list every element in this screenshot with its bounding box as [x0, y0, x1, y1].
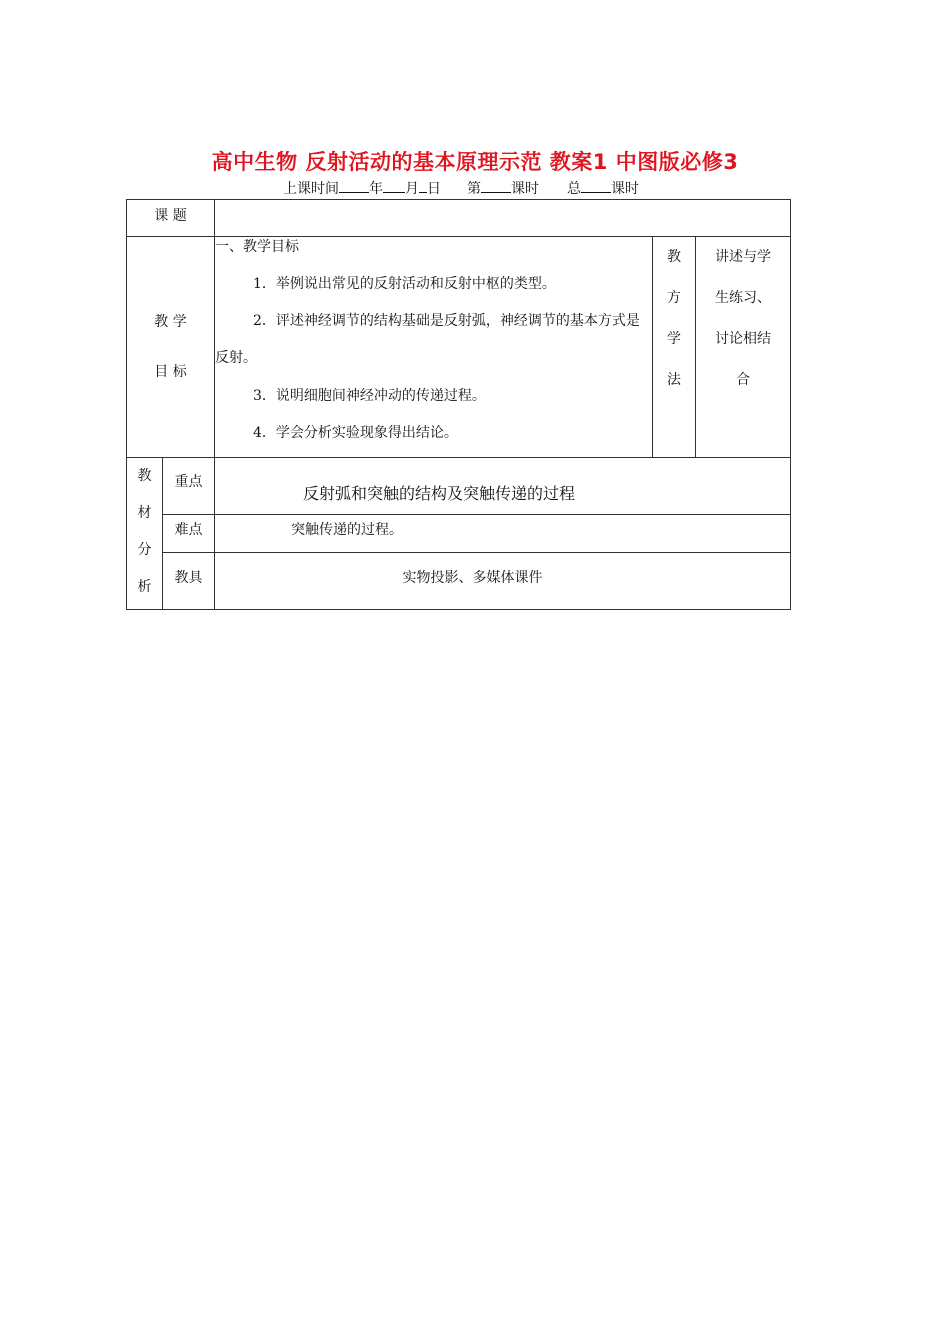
difficulty-row [127, 515, 791, 553]
goals-label-line-2: 目 标 [154, 364, 187, 380]
method-label-char: 法 [667, 372, 682, 388]
year-label: 年 [369, 181, 383, 197]
lesson-unit-label: 课时 [511, 181, 539, 197]
goals-heading: 一、教学目标 [215, 239, 300, 255]
tools-value: 实物投影、多媒体课件 [215, 553, 791, 610]
topic-row [127, 200, 791, 237]
key-point-value: 反射弧和突触的结构及突触传递的过程 [215, 458, 791, 515]
method-label-char: 教 [667, 249, 682, 265]
method-value-line: 合 [736, 372, 751, 388]
analysis-label-char: 教 [137, 468, 152, 484]
difficulty-label: 难点 [163, 515, 215, 553]
method-value-line: 讲述与学 [715, 249, 772, 265]
topic-label: 课 题 [127, 200, 215, 237]
day-blank [419, 178, 427, 193]
goals-label [127, 237, 215, 458]
method-value-line: 讨论相结 [715, 331, 772, 347]
class-time-label: 上课时间 [283, 181, 339, 197]
analysis-label-char: 分 [137, 542, 152, 558]
topic-value [215, 200, 791, 237]
total-blank [581, 178, 611, 193]
goal-item-4: 4．学会分析实验现象得出结论。 [253, 425, 458, 441]
key-point-row [127, 458, 791, 515]
tools-label: 教具 [163, 553, 215, 610]
lesson-number-blank [481, 178, 511, 193]
goals-label-line-1: 教 学 [154, 314, 187, 330]
analysis-label-char: 材 [137, 505, 152, 521]
year-blank [339, 178, 369, 193]
total-unit-label: 课时 [611, 181, 639, 197]
class-time-line [283, 178, 639, 198]
goal-item-1: 1．举例说出常见的反射活动和反射中枢的类型。 [253, 276, 556, 292]
method-label-char: 学 [667, 331, 682, 347]
goal-item-2: 2．评述神经调节的结构基础是反射弧，神经调节的基本方式是反射。 [215, 313, 640, 366]
method-label-char: 方 [667, 290, 682, 306]
key-point-label: 重点 [163, 458, 215, 515]
method-value [696, 237, 791, 458]
page-title: 高中生物 反射活动的基本原理示范 教案1 中图版必修3 [211, 150, 739, 174]
goal-item-3: 3．说明细胞间神经冲动的传递过程。 [253, 388, 486, 404]
month-blank [383, 178, 405, 193]
total-label: 总 [567, 181, 581, 197]
goals-row [127, 237, 791, 458]
analysis-label-char: 析 [137, 579, 152, 595]
day-label: 日 [427, 181, 441, 197]
goals-content [215, 237, 653, 458]
analysis-label [127, 458, 163, 610]
tools-row [127, 553, 791, 610]
difficulty-value: 突触传递的过程。 [215, 515, 791, 553]
method-label [653, 237, 696, 458]
method-value-line: 生练习、 [715, 290, 772, 306]
month-label: 月 [405, 181, 419, 197]
lesson-plan-table [126, 199, 791, 610]
lesson-number-label: 第 [467, 181, 481, 197]
